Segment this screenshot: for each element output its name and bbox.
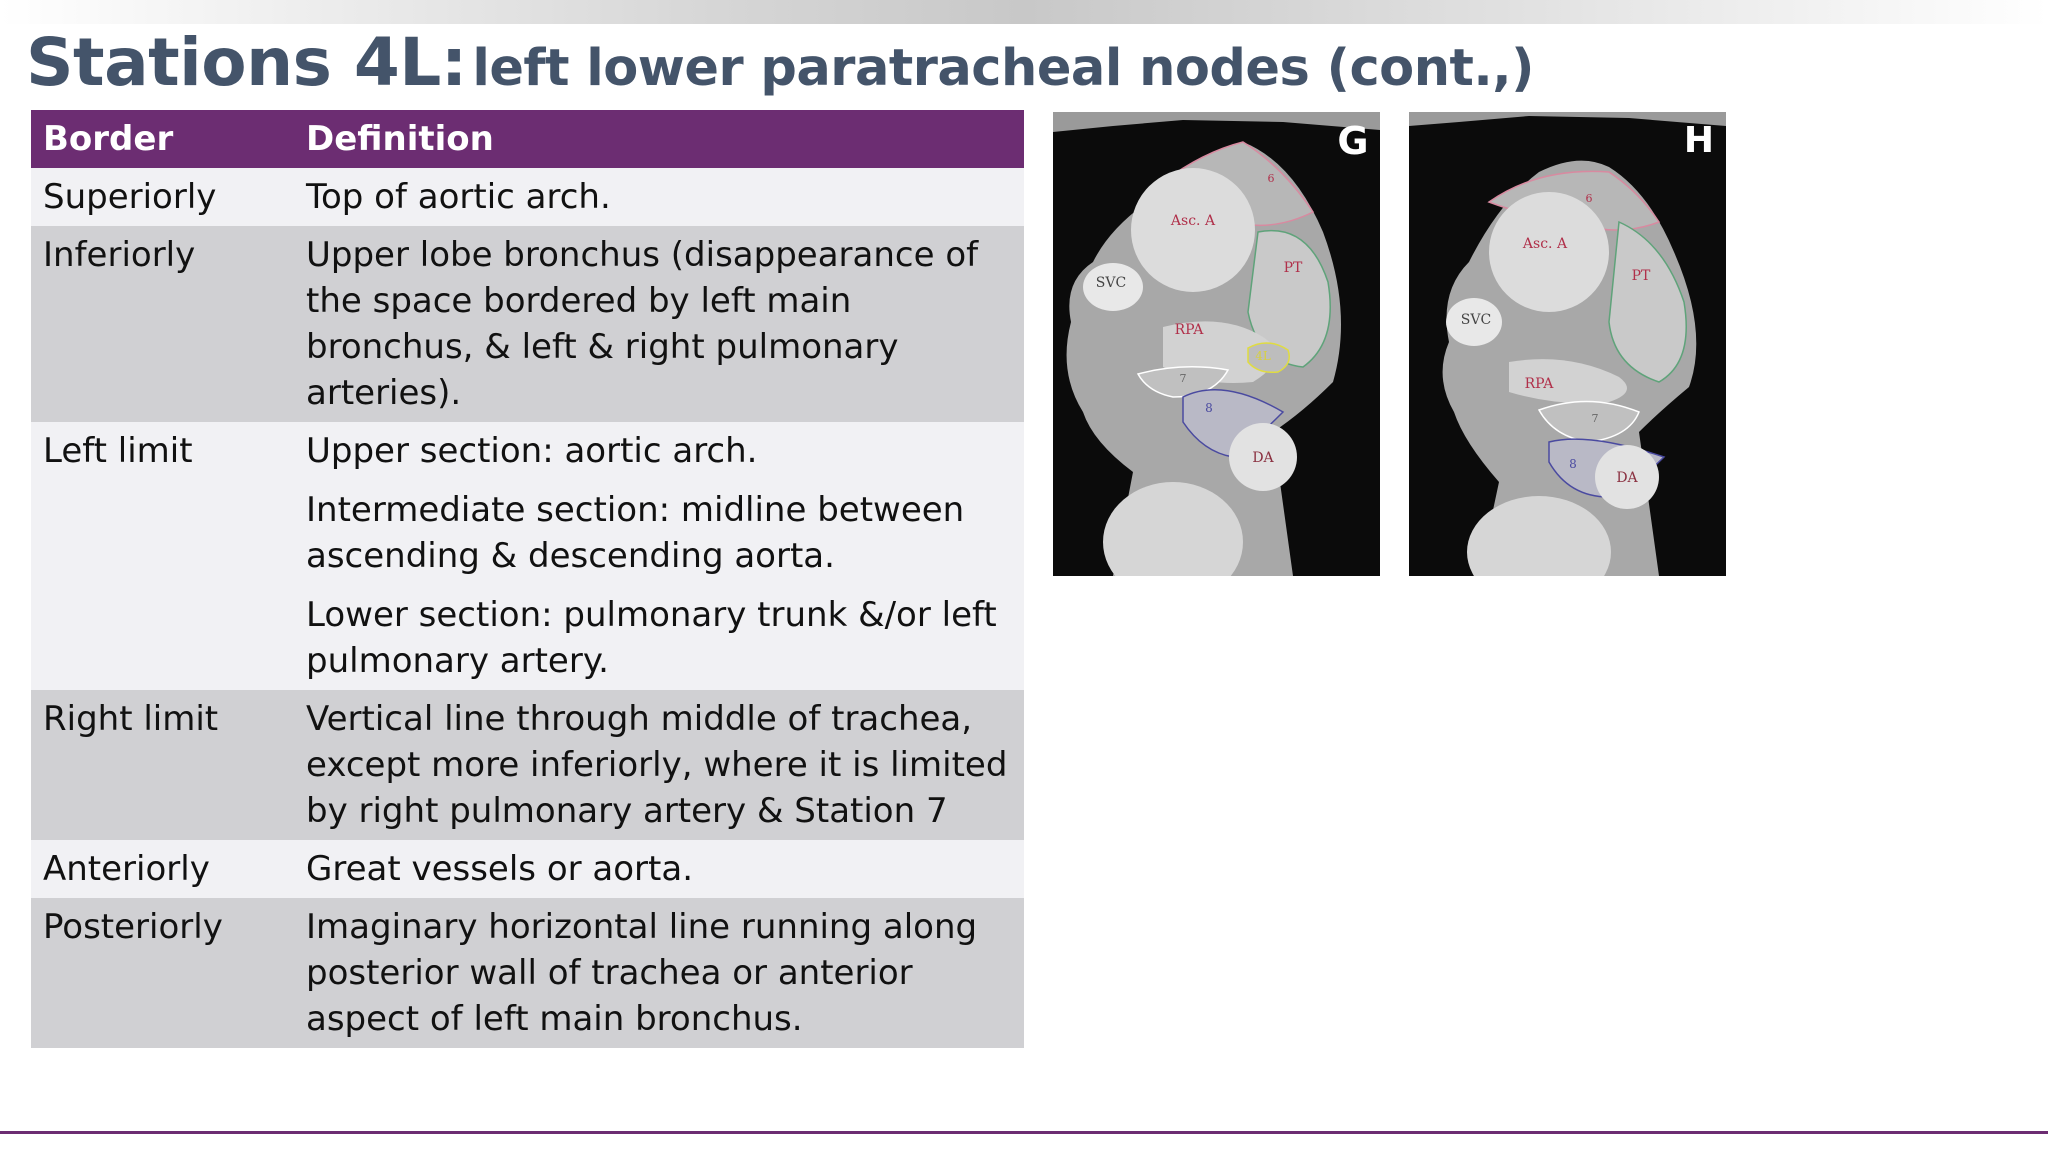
top-gradient-bar	[0, 0, 2048, 24]
border-cell: Left limit	[31, 422, 294, 690]
borders-table	[31, 110, 1024, 1048]
ct-image-h	[1409, 112, 1726, 576]
definition-cell	[294, 840, 1024, 898]
table-row	[31, 690, 1024, 840]
definition-text: Lower section: pulmonary trunk &/or left pulmonary artery.	[306, 595, 997, 681]
label-6: 6	[1267, 172, 1275, 185]
border-cell: Superiorly	[31, 168, 294, 226]
table-row	[31, 226, 1024, 422]
definition-cell	[294, 226, 1024, 422]
label-7: 7	[1591, 412, 1599, 425]
label-4l: 4L	[1255, 349, 1271, 363]
definition-text: Great vessels or aorta.	[306, 849, 693, 889]
label-svc: SVC	[1460, 312, 1492, 328]
definition-cell	[294, 690, 1024, 840]
border-cell: Right limit	[31, 690, 294, 840]
panel-letter-h: H	[1683, 120, 1715, 161]
definition-cell	[294, 168, 1024, 226]
table-row	[31, 168, 1024, 226]
label-8: 8	[1569, 457, 1577, 471]
table-row	[31, 840, 1024, 898]
border-cell: Posteriorly	[31, 898, 294, 1048]
label-rpa: RPA	[1174, 322, 1204, 338]
definition-text: Upper lobe bronchus (disappearance of the space bordered by left main bronchus, & left & right pulmonary arteries).	[306, 235, 979, 413]
title-main: Stations 4L:	[26, 24, 467, 101]
table-row	[31, 422, 1024, 690]
slide-title	[26, 24, 1534, 101]
table-header-row	[31, 110, 1024, 168]
label-pt: PT	[1283, 260, 1303, 276]
panel-letter-g: G	[1337, 119, 1369, 163]
definition-text: Intermediate section: midline between ascending & descending aorta.	[306, 490, 965, 576]
label-pt: PT	[1631, 268, 1651, 284]
ct-scan-h	[1409, 112, 1726, 576]
label-6: 6	[1585, 192, 1593, 205]
definition-text: Vertical line through middle of trachea, except more inferiorly, where it is limited by right pulmonary artery & Station 7	[306, 699, 1008, 831]
border-cell: Inferiorly	[31, 226, 294, 422]
title-sub: left lower paratracheal nodes (cont.,)	[472, 39, 1534, 98]
label-7: 7	[1179, 372, 1187, 385]
label-asc-a: Asc. A	[1170, 213, 1216, 229]
border-cell: Anteriorly	[31, 840, 294, 898]
ct-image-g	[1053, 112, 1380, 576]
label-8: 8	[1205, 401, 1213, 415]
definition-text: Imaginary horizontal line running along posterior wall of trachea or anterior aspect of left main bronchus.	[306, 907, 978, 1039]
definition-cell	[294, 422, 1024, 690]
header-definition: Definition	[294, 110, 1024, 168]
definition-text: Top of aortic arch.	[306, 177, 611, 217]
table-row	[31, 898, 1024, 1048]
bottom-rule	[0, 1131, 2048, 1134]
definition-cell	[294, 898, 1024, 1048]
label-asc-a: Asc. A	[1522, 236, 1568, 252]
label-da: DA	[1616, 470, 1638, 486]
label-svc: SVC	[1095, 275, 1127, 291]
header-border: Border	[31, 110, 294, 168]
ct-scan-g	[1053, 112, 1380, 576]
label-da: DA	[1252, 450, 1274, 466]
definition-text: Upper section: aortic arch.	[306, 431, 758, 471]
label-rpa: RPA	[1524, 376, 1554, 392]
